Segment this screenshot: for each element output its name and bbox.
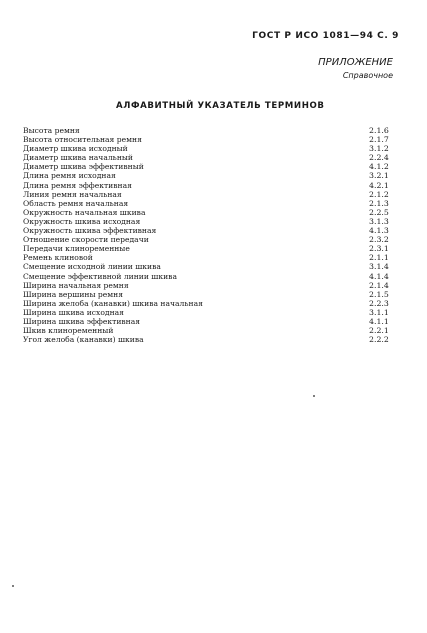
entry-ref: 2.1.3: [369, 198, 389, 208]
entry-term: Ширина шкива исходная: [23, 307, 124, 317]
index-entry: [23, 181, 397, 190]
entry-ref: 4.1.2: [369, 162, 389, 172]
entry-ref: 2.3.1: [369, 244, 389, 254]
entry-term: Диаметр шкива исходный: [23, 144, 128, 154]
entry-ref: 2.1.2: [369, 189, 389, 199]
index-entry: [23, 317, 397, 326]
entry-term: Ширина желоба (канавки) шкива начальная: [23, 298, 203, 308]
entry-term: Окружность шкива эффективная: [23, 226, 157, 236]
entry-term: Шкив клиноременный: [23, 326, 114, 336]
index-entry: [23, 126, 397, 135]
entry-ref: 2.2.3: [369, 298, 389, 308]
entry-term: Ширина начальная ремня: [23, 280, 129, 290]
entry-term: Высота относительная ремня: [23, 135, 142, 145]
index-entry: [23, 208, 397, 217]
index-entry: [23, 171, 397, 180]
entry-ref: 2.1.4: [369, 280, 389, 290]
entry-term: Окружность начальная шкива: [23, 207, 146, 217]
entry-term: Ширина шкива эффективная: [23, 316, 141, 326]
entry-term: Передачи клиноременные: [23, 244, 130, 254]
index-entry: [23, 262, 397, 271]
entry-term: Ширина вершины ремня: [23, 289, 124, 299]
entry-ref: 4.1.1: [369, 316, 389, 326]
entry-ref: 4.1.4: [369, 271, 389, 281]
index-entry: [23, 162, 397, 171]
index-entry: [23, 226, 397, 235]
entry-ref: 2.3.2: [369, 235, 389, 245]
index-entry: [23, 144, 397, 153]
entry-ref: 2.2.4: [369, 153, 389, 163]
index-entry: [23, 135, 397, 144]
index-title: АЛФАВИТНЫЙ УКАЗАТЕЛЬ ТЕРМИНОВ: [116, 101, 325, 111]
entry-ref: 3.2.1: [369, 171, 389, 181]
index-entry: [23, 253, 397, 262]
index-entry: [23, 290, 397, 299]
index-entry: [23, 335, 397, 344]
entry-ref: 2.2.5: [369, 207, 389, 217]
page-header: ГОСТ Р ИСО 1081—94 С. 9: [252, 31, 399, 41]
entry-ref: 3.1.2: [369, 144, 389, 154]
scan-speck: [313, 395, 315, 397]
entry-term: Длина ремня исходная: [23, 171, 116, 181]
index-entry: [23, 272, 397, 281]
entry-ref: 2.1.6: [369, 126, 389, 135]
term-index: [23, 126, 397, 344]
index-entry: [23, 199, 397, 208]
entry-ref: 2.1.7: [369, 135, 389, 145]
entry-term: Угол желоба (канавки) шкива: [23, 335, 144, 345]
entry-term: Высота ремня: [23, 126, 80, 135]
appendix-type: Справочное: [342, 71, 393, 80]
entry-ref: 3.1.1: [369, 307, 389, 317]
index-entry: [23, 153, 397, 162]
entry-term: Ремень клиновой: [23, 253, 93, 263]
index-entry: [23, 299, 397, 308]
index-entry: [23, 235, 397, 244]
entry-ref: 4.1.3: [369, 226, 389, 236]
entry-term: Область ремня начальная: [23, 198, 129, 208]
entry-term: Диаметр шкива начальный: [23, 153, 133, 163]
entry-ref: 2.1.5: [369, 289, 389, 299]
index-entry: [23, 190, 397, 199]
appendix-label: ПРИЛОЖЕНИЕ: [318, 57, 393, 68]
index-entry: [23, 217, 397, 226]
entry-term: Смещение исходной линии шкива: [23, 262, 161, 272]
entry-ref: 2.2.2: [369, 335, 389, 345]
appendix-block: [318, 57, 393, 80]
index-entry: [23, 281, 397, 290]
index-entry: [23, 326, 397, 335]
entry-ref: 2.1.1: [369, 253, 389, 263]
entry-term: Смещение эффективной линии шкива: [23, 271, 177, 281]
entry-ref: 3.1.3: [369, 216, 389, 226]
index-entry: [23, 308, 397, 317]
entry-ref: 4.2.1: [369, 180, 389, 190]
entry-term: Отношение скорости передачи: [23, 235, 149, 245]
entry-term: Диаметр шкива эффективный: [23, 162, 144, 172]
scan-speck: [12, 585, 14, 587]
index-entry: [23, 244, 397, 253]
entry-term: Окружность шкива исходная: [23, 216, 141, 226]
entry-term: Линия ремня начальная: [23, 189, 122, 199]
entry-ref: 2.2.1: [369, 326, 389, 336]
entry-term: Длина ремня эффективная: [23, 180, 132, 190]
entry-ref: 3.1.4: [369, 262, 389, 272]
